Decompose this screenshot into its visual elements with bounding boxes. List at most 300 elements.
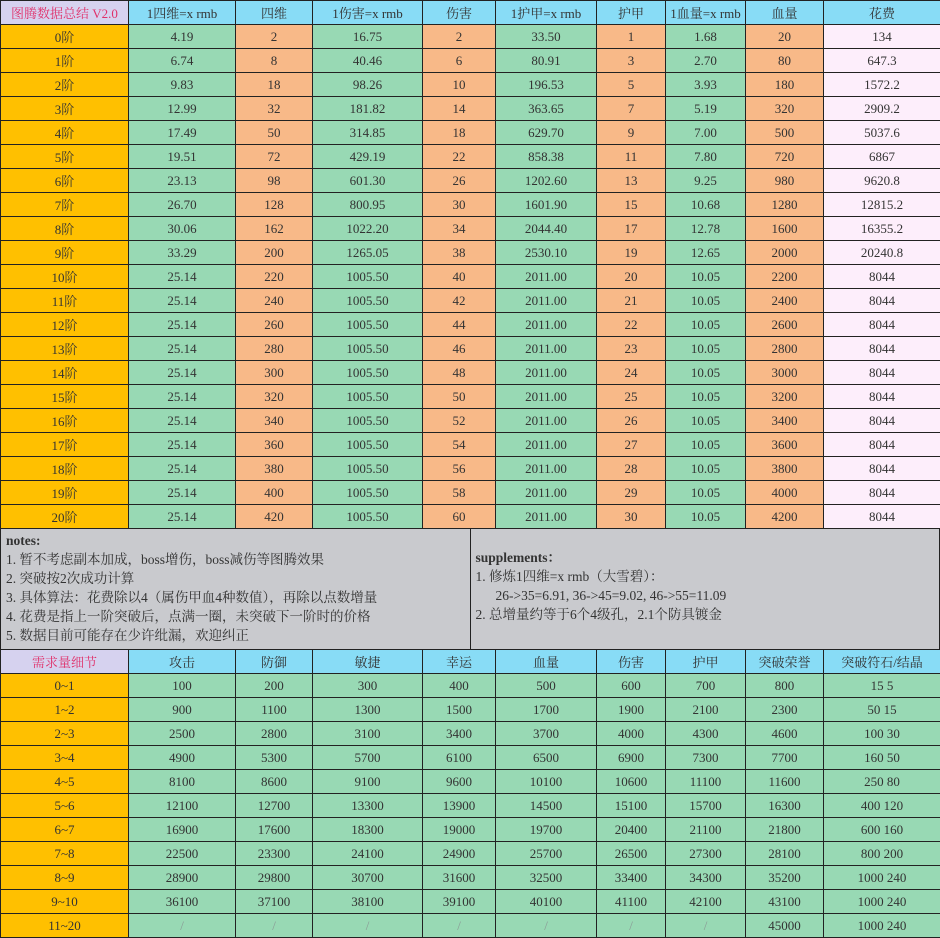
table-cell: 50 — [423, 385, 496, 409]
table-cell: 56 — [423, 457, 496, 481]
table-cell: 21 — [597, 289, 666, 313]
table-cell: 2 — [423, 25, 496, 49]
table-cell: 800.95 — [313, 193, 423, 217]
notes-panel — [0, 529, 940, 649]
table-row — [1, 121, 940, 145]
table-cell: 44 — [423, 313, 496, 337]
table-cell: 3600 — [746, 433, 824, 457]
table-cell: 19 — [597, 241, 666, 265]
table-cell: 2011.00 — [496, 505, 597, 529]
table-cell: 4.19 — [129, 25, 236, 49]
table-cell: 8044 — [824, 265, 940, 289]
table-cell: 12700 — [236, 794, 313, 818]
table-cell: 4000 — [597, 722, 666, 746]
table-cell: 980 — [746, 169, 824, 193]
table-cell: 8100 — [129, 770, 236, 794]
table-row — [1, 145, 940, 169]
table-cell: 2011.00 — [496, 457, 597, 481]
table-cell: 360 — [236, 433, 313, 457]
table-cell: 34 — [423, 217, 496, 241]
column-header: 1四维=x rmb — [129, 1, 236, 25]
table-cell: 20240.8 — [824, 241, 940, 265]
table-cell: 1265.05 — [313, 241, 423, 265]
table-cell: 30 — [423, 193, 496, 217]
table-cell: 52 — [423, 409, 496, 433]
table-cell: 12.65 — [666, 241, 746, 265]
tier-range-label: 8~9 — [1, 866, 129, 890]
table-row — [1, 890, 940, 914]
table-cell: 30700 — [313, 866, 423, 890]
table-row — [1, 97, 940, 121]
table-cell: 7 — [597, 97, 666, 121]
column-header: 突破符石/结晶 — [824, 650, 940, 674]
table-cell: 10.05 — [666, 433, 746, 457]
table-cell: 8 — [236, 49, 313, 73]
tier-range-label: 2~3 — [1, 722, 129, 746]
table-cell: 1600 — [746, 217, 824, 241]
table-cell: 12815.2 — [824, 193, 940, 217]
table-row — [1, 217, 940, 241]
tier-label: 9阶 — [1, 241, 129, 265]
table-cell: 19000 — [423, 818, 496, 842]
table-cell: 2.70 — [666, 49, 746, 73]
table-cell: 35200 — [746, 866, 824, 890]
table-cell: 4600 — [746, 722, 824, 746]
table-row — [1, 794, 940, 818]
table-cell: 6100 — [423, 746, 496, 770]
table-cell: 40 — [423, 265, 496, 289]
table-cell: 2 — [236, 25, 313, 49]
table-cell: 100 30 — [824, 722, 940, 746]
tier-label: 4阶 — [1, 121, 129, 145]
table-cell: 1000 240 — [824, 866, 940, 890]
column-header: 敏捷 — [313, 650, 423, 674]
table-cell: 220 — [236, 265, 313, 289]
table-cell: 2200 — [746, 265, 824, 289]
table-cell: 1 — [597, 25, 666, 49]
table-cell: 420 — [236, 505, 313, 529]
table-cell: 43100 — [746, 890, 824, 914]
table-row — [1, 313, 940, 337]
table-cell: 800 — [746, 674, 824, 698]
table-cell: 2300 — [746, 698, 824, 722]
table-cell: 1601.90 — [496, 193, 597, 217]
table-cell: 314.85 — [313, 121, 423, 145]
table-cell: 1005.50 — [313, 385, 423, 409]
column-header: 1伤害=x rmb — [313, 1, 423, 25]
table-cell: 25.14 — [129, 313, 236, 337]
table-cell: 300 — [313, 674, 423, 698]
table-cell: 2500 — [129, 722, 236, 746]
column-header: 护甲 — [666, 650, 746, 674]
table-cell: 18300 — [313, 818, 423, 842]
column-header: 攻击 — [129, 650, 236, 674]
tier-range-label: 1~2 — [1, 698, 129, 722]
table-cell: 10 — [423, 73, 496, 97]
table-cell: 28100 — [746, 842, 824, 866]
table-cell: 629.70 — [496, 121, 597, 145]
table-cell: 3 — [597, 49, 666, 73]
table-cell: 7.00 — [666, 121, 746, 145]
table-cell: 400 — [423, 674, 496, 698]
table-cell: 10.05 — [666, 289, 746, 313]
table-cell: 180 — [746, 73, 824, 97]
table-cell: 25 — [597, 385, 666, 409]
table-cell: 9 — [597, 121, 666, 145]
table-cell: 25.14 — [129, 385, 236, 409]
table-row — [1, 722, 940, 746]
tier-label: 3阶 — [1, 97, 129, 121]
table-cell: 10.05 — [666, 361, 746, 385]
column-header: 防御 — [236, 650, 313, 674]
table-cell: 33.29 — [129, 241, 236, 265]
tier-range-label: 4~5 — [1, 770, 129, 794]
tier-label: 7阶 — [1, 193, 129, 217]
supplement-item: 1. 修炼1四维=x rmb（大雪碧）： — [476, 567, 935, 586]
table-cell: 1202.60 — [496, 169, 597, 193]
table-cell: 16.75 — [313, 25, 423, 49]
table-row — [1, 505, 940, 529]
table-cell: 1005.50 — [313, 289, 423, 313]
supplements-heading: supplements： — [476, 548, 935, 567]
table-row — [1, 25, 940, 49]
tier-label: 2阶 — [1, 73, 129, 97]
table-cell: 800 200 — [824, 842, 940, 866]
table-cell: 858.38 — [496, 145, 597, 169]
table-cell: 26500 — [597, 842, 666, 866]
table-cell: 300 — [236, 361, 313, 385]
table-cell: 1005.50 — [313, 433, 423, 457]
notes-section — [1, 529, 470, 649]
table-cell: 162 — [236, 217, 313, 241]
table-cell: 900 — [129, 698, 236, 722]
note-item: 4. 花费是指上一阶突破后，点满一圈，未突破下一阶时的价格 — [6, 607, 465, 626]
table-cell: 260 — [236, 313, 313, 337]
table-cell: 13900 — [423, 794, 496, 818]
table-cell: 128 — [236, 193, 313, 217]
table-cell: 2011.00 — [496, 385, 597, 409]
table-cell: 9100 — [313, 770, 423, 794]
tier-label: 18阶 — [1, 457, 129, 481]
column-header: 1血量=x rmb — [666, 1, 746, 25]
table-cell: 26.70 — [129, 193, 236, 217]
table-cell: 34300 — [666, 866, 746, 890]
table-cell: 1000 240 — [824, 890, 940, 914]
table-cell: 2530.10 — [496, 241, 597, 265]
table-cell: 42 — [423, 289, 496, 313]
table-row — [1, 674, 940, 698]
table-row — [1, 385, 940, 409]
table-cell: 429.19 — [313, 145, 423, 169]
table-cell: 40.46 — [313, 49, 423, 73]
table-cell: 200 — [236, 674, 313, 698]
table-cell: 3800 — [746, 457, 824, 481]
table-cell: 25700 — [496, 842, 597, 866]
table-cell: 19700 — [496, 818, 597, 842]
table-cell: 1700 — [496, 698, 597, 722]
table-cell: 17.49 — [129, 121, 236, 145]
table-cell: 22500 — [129, 842, 236, 866]
table-cell: 25.14 — [129, 337, 236, 361]
table-cell: 134 — [824, 25, 940, 49]
table-cell: 2044.40 — [496, 217, 597, 241]
table-cell: 19.51 — [129, 145, 236, 169]
supplement-item: 26->35=6.91, 36->45=9.02, 46->55=11.09 — [476, 586, 935, 605]
table-cell: 16300 — [746, 794, 824, 818]
table-cell: 9600 — [423, 770, 496, 794]
table-cell: 10.05 — [666, 313, 746, 337]
table-cell: 7300 — [666, 746, 746, 770]
table-cell: 10100 — [496, 770, 597, 794]
table-cell: 8044 — [824, 409, 940, 433]
table-cell: 32500 — [496, 866, 597, 890]
table-cell: 8044 — [824, 433, 940, 457]
table-cell: 2011.00 — [496, 289, 597, 313]
table-cell: 10.05 — [666, 505, 746, 529]
table-cell: 38100 — [313, 890, 423, 914]
tier-label: 1阶 — [1, 49, 129, 73]
table-row — [1, 361, 940, 385]
table-row — [1, 409, 940, 433]
tier-label: 20阶 — [1, 505, 129, 529]
table-cell: 80.91 — [496, 49, 597, 73]
table-cell: 340 — [236, 409, 313, 433]
table-cell: 30 — [597, 505, 666, 529]
tier-range-label: 3~4 — [1, 746, 129, 770]
table-cell: 700 — [666, 674, 746, 698]
table-cell: / — [236, 914, 313, 938]
note-item: 1. 暂不考虑副本加成，boss增伤，boss减伤等图腾效果 — [6, 550, 465, 569]
table-cell: 24900 — [423, 842, 496, 866]
table-row — [1, 193, 940, 217]
table-cell: 250 80 — [824, 770, 940, 794]
table-cell: 380 — [236, 457, 313, 481]
table-cell: 40100 — [496, 890, 597, 914]
table-cell: 4000 — [746, 481, 824, 505]
table-cell: 22 — [423, 145, 496, 169]
tier-label: 5阶 — [1, 145, 129, 169]
table-cell: 3400 — [746, 409, 824, 433]
table-cell: 50 — [236, 121, 313, 145]
column-header: 幸运 — [423, 650, 496, 674]
table-cell: 320 — [746, 97, 824, 121]
tier-label: 16阶 — [1, 409, 129, 433]
table-cell: 48 — [423, 361, 496, 385]
header-row — [1, 650, 940, 674]
table-cell: 181.82 — [313, 97, 423, 121]
table-cell: / — [666, 914, 746, 938]
table-cell: 15700 — [666, 794, 746, 818]
table-cell: 15100 — [597, 794, 666, 818]
table-row — [1, 698, 940, 722]
header-row — [1, 1, 940, 25]
table-row — [1, 241, 940, 265]
table-cell: 1300 — [313, 698, 423, 722]
note-item: 2. 突破按2次成功计算 — [6, 569, 465, 588]
table-cell: 46 — [423, 337, 496, 361]
tier-label: 13阶 — [1, 337, 129, 361]
table-cell: 240 — [236, 289, 313, 313]
table-cell: 13300 — [313, 794, 423, 818]
table-cell: 16900 — [129, 818, 236, 842]
table-cell: 2400 — [746, 289, 824, 313]
table-cell: 33400 — [597, 866, 666, 890]
table-cell: 21800 — [746, 818, 824, 842]
column-header: 花费 — [824, 1, 940, 25]
table-cell: 720 — [746, 145, 824, 169]
table-cell: 41100 — [597, 890, 666, 914]
tier-range-label: 9~10 — [1, 890, 129, 914]
table-cell: 1.68 — [666, 25, 746, 49]
table-cell: 1100 — [236, 698, 313, 722]
notes-heading: notes: — [6, 531, 465, 550]
table-cell: 2011.00 — [496, 361, 597, 385]
table-cell: / — [313, 914, 423, 938]
table-cell: 38 — [423, 241, 496, 265]
table-cell: 1000 240 — [824, 914, 940, 938]
table-cell: 1005.50 — [313, 457, 423, 481]
table-row — [1, 818, 940, 842]
table-cell: 2011.00 — [496, 433, 597, 457]
table-cell: 8044 — [824, 289, 940, 313]
table-cell: 1005.50 — [313, 337, 423, 361]
table-cell: 5037.6 — [824, 121, 940, 145]
table-cell: 5 — [597, 73, 666, 97]
table-cell: 25.14 — [129, 481, 236, 505]
table-cell: 400 — [236, 481, 313, 505]
table-cell: / — [597, 914, 666, 938]
table-cell: 1280 — [746, 193, 824, 217]
table-title: 图腾数据总结 V2.0 — [1, 1, 129, 25]
tier-label: 11阶 — [1, 289, 129, 313]
table-cell: 5300 — [236, 746, 313, 770]
table-title: 需求量细节 — [1, 650, 129, 674]
table-cell: 6900 — [597, 746, 666, 770]
tier-label: 6阶 — [1, 169, 129, 193]
table-cell: 28900 — [129, 866, 236, 890]
table-cell: / — [496, 914, 597, 938]
note-item: 3. 具体算法：花费除以4（属伤甲血4种数值），再除以点数增量 — [6, 588, 465, 607]
table-cell: 9.83 — [129, 73, 236, 97]
table-row — [1, 746, 940, 770]
requirement-detail-table — [0, 649, 940, 938]
table-cell: 3.93 — [666, 73, 746, 97]
table-cell: 1005.50 — [313, 505, 423, 529]
tier-label: 0阶 — [1, 25, 129, 49]
column-header: 血量 — [746, 1, 824, 25]
table-cell: 363.65 — [496, 97, 597, 121]
table-cell: 18 — [423, 121, 496, 145]
table-cell: 10.05 — [666, 385, 746, 409]
table-cell: 2100 — [666, 698, 746, 722]
table-row — [1, 49, 940, 73]
table-cell: 2011.00 — [496, 313, 597, 337]
table-cell: 25.14 — [129, 409, 236, 433]
table-cell: 2011.00 — [496, 481, 597, 505]
table-cell: 5.19 — [666, 97, 746, 121]
table-cell: 6.74 — [129, 49, 236, 73]
table-row — [1, 770, 940, 794]
table-cell: 10.05 — [666, 265, 746, 289]
table-cell: 1900 — [597, 698, 666, 722]
table-cell: 6 — [423, 49, 496, 73]
table-cell: 12.99 — [129, 97, 236, 121]
table-cell: 601.30 — [313, 169, 423, 193]
table-cell: 29800 — [236, 866, 313, 890]
table-cell: 8044 — [824, 361, 940, 385]
table-cell: / — [129, 914, 236, 938]
table-cell: 3100 — [313, 722, 423, 746]
table-cell: 8044 — [824, 505, 940, 529]
table-row — [1, 842, 940, 866]
table-cell: 98.26 — [313, 73, 423, 97]
table-cell: 12100 — [129, 794, 236, 818]
table-cell: 2011.00 — [496, 265, 597, 289]
table-cell: 16355.2 — [824, 217, 940, 241]
table-cell: 27300 — [666, 842, 746, 866]
table-row — [1, 265, 940, 289]
table-cell: 10.05 — [666, 457, 746, 481]
table-cell: 8600 — [236, 770, 313, 794]
supplements-section — [470, 529, 940, 649]
table-cell: 1005.50 — [313, 313, 423, 337]
table-cell: 27 — [597, 433, 666, 457]
tier-label: 15阶 — [1, 385, 129, 409]
tier-label: 17阶 — [1, 433, 129, 457]
table-cell: 200 — [236, 241, 313, 265]
table-cell: 8044 — [824, 457, 940, 481]
table-cell: 50 15 — [824, 698, 940, 722]
table-cell: 5700 — [313, 746, 423, 770]
table-cell: 29 — [597, 481, 666, 505]
table-cell: 1005.50 — [313, 409, 423, 433]
tier-label: 14阶 — [1, 361, 129, 385]
column-header: 四维 — [236, 1, 313, 25]
table-row — [1, 433, 940, 457]
table-cell: 400 120 — [824, 794, 940, 818]
table-cell: 14 — [423, 97, 496, 121]
table-cell: 20400 — [597, 818, 666, 842]
table-cell: 3000 — [746, 361, 824, 385]
table-cell: 500 — [746, 121, 824, 145]
table-cell: 10.68 — [666, 193, 746, 217]
table-cell: 25.14 — [129, 505, 236, 529]
column-header: 伤害 — [597, 650, 666, 674]
table-cell: 2011.00 — [496, 337, 597, 361]
table-cell: / — [423, 914, 496, 938]
table-cell: 1500 — [423, 698, 496, 722]
table-cell: 3400 — [423, 722, 496, 746]
table-cell: 25.14 — [129, 433, 236, 457]
table-cell: 1005.50 — [313, 265, 423, 289]
table-cell: 8044 — [824, 337, 940, 361]
table-cell: 9.25 — [666, 169, 746, 193]
table-cell: 18 — [236, 73, 313, 97]
table-cell: 32 — [236, 97, 313, 121]
table-cell: 17600 — [236, 818, 313, 842]
table-cell: 100 — [129, 674, 236, 698]
table-cell: 24 — [597, 361, 666, 385]
table-cell: 500 — [496, 674, 597, 698]
table-cell: 23300 — [236, 842, 313, 866]
table-cell: 600 160 — [824, 818, 940, 842]
table-cell: 20 — [597, 265, 666, 289]
table-cell: 23.13 — [129, 169, 236, 193]
table-cell: 2800 — [236, 722, 313, 746]
table-row — [1, 337, 940, 361]
table-cell: 28 — [597, 457, 666, 481]
table-cell: 58 — [423, 481, 496, 505]
